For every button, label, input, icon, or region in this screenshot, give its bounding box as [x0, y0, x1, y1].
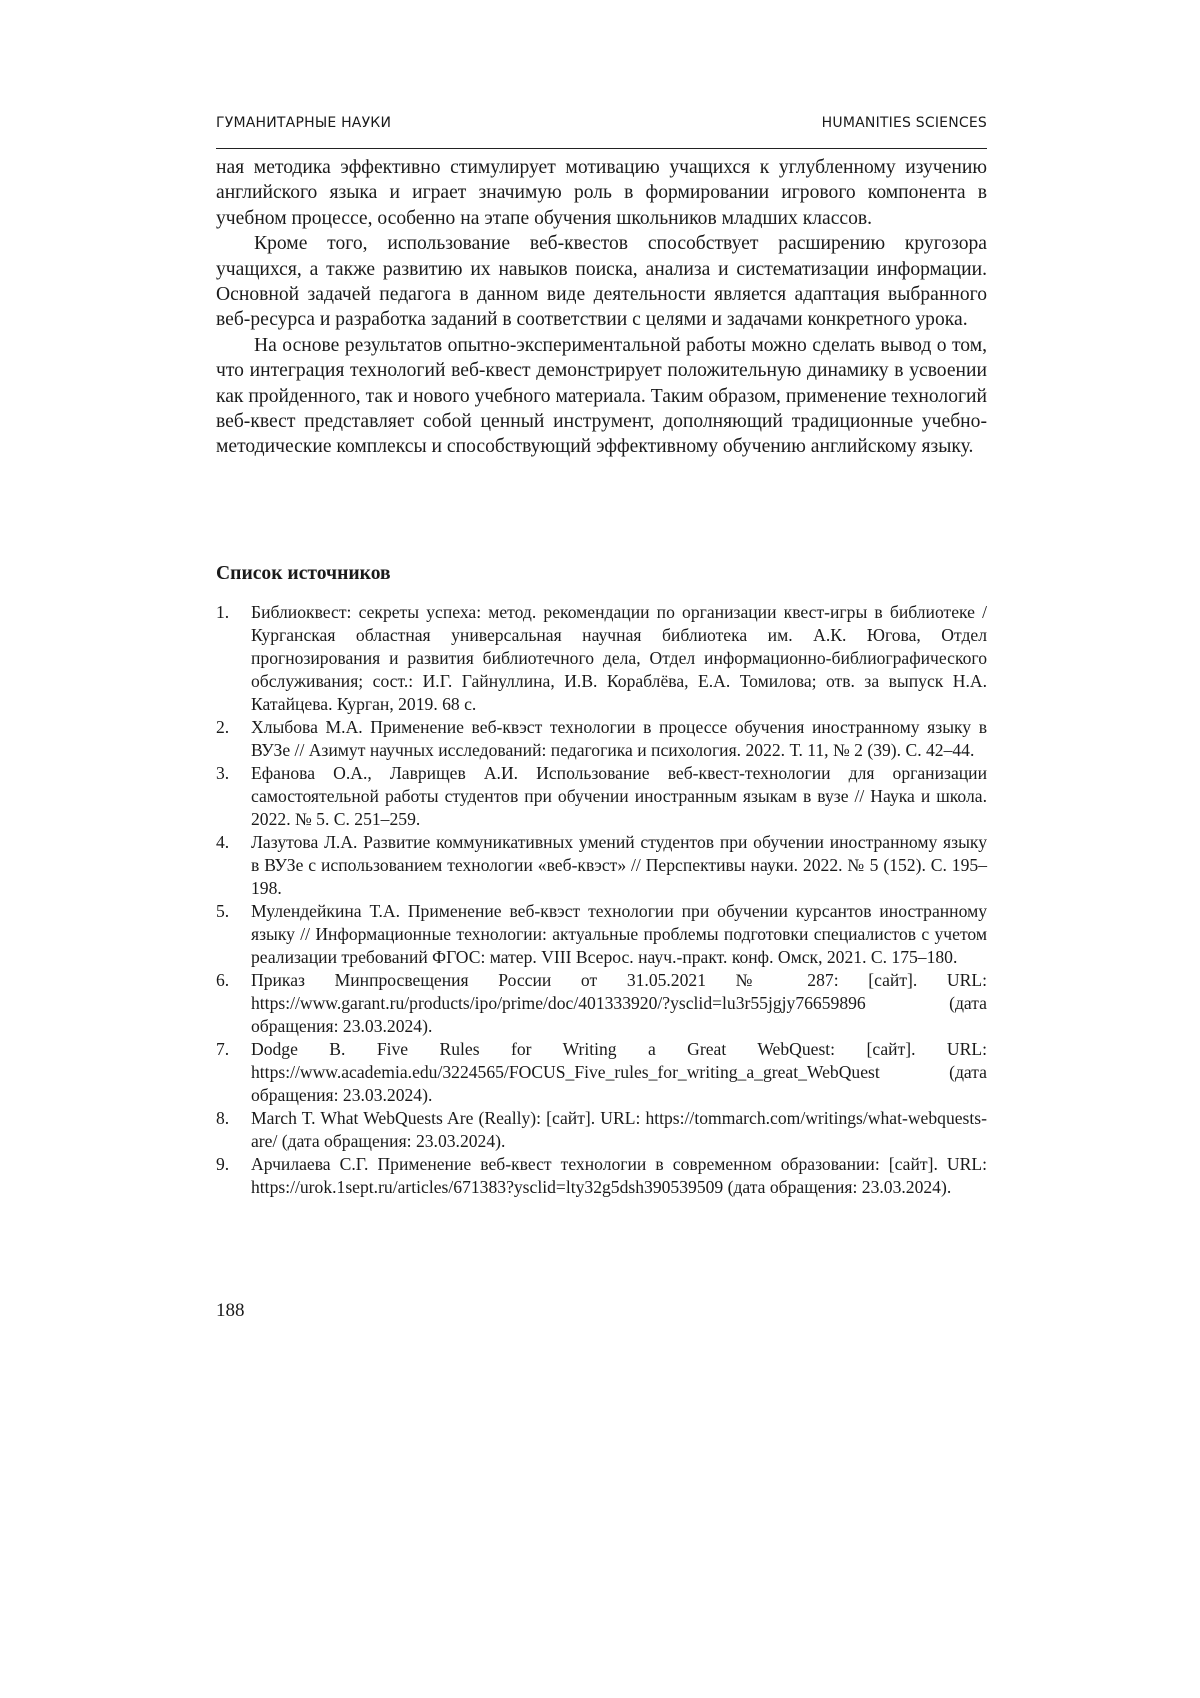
reference-number: 3. [216, 762, 229, 785]
reference-text: March T. What WebQuests Are (Really): [сайт]. URL: https://tommarch.com/writings/what-webquests-are/ (дата обращения: 23.03.2024). [251, 1107, 987, 1153]
reference-number: 1. [216, 601, 229, 624]
reference-text: Библиоквест: секреты успеха: метод. рекомендации по организации квест-игры в библиотеке / Курганская областная универсальная научная библиотека им. А.К. Югова, Отдел прогнозирования и развития библиотечного дела, Отдел информационно-библиографического обслуживания; сост.: И.Г. Гайнуллина, И.В. Кораблёва, Е.А. Томилова; отв. за выпуск Н.А. Катайцева. Курган, 2019. 68 с. [251, 601, 987, 716]
reference-number: 8. [216, 1107, 229, 1130]
body-paragraph: Кроме того, использование веб-квестов способствует расширению кругозора учащихся, а также развитию их навыков поиска, анализа и систематизации информации. Основной задачей педагога в данном виде деятельности является адаптация выбранного веб-ресурса и разработка заданий в соответствии с целями и задачами конкретного урока. [216, 231, 987, 333]
reference-item [216, 762, 987, 831]
reference-number: 4. [216, 831, 229, 854]
reference-item [216, 831, 987, 900]
references-list [216, 601, 987, 1199]
reference-item [216, 716, 987, 762]
body-paragraph: ная методика эффективно стимулирует мотивацию учащихся к углубленному изучению английского языка и играет значимую роль в формировании игрового компонента в учебном процессе, особенно на этапе обучения школьников младших классов. [216, 155, 987, 231]
document-page [0, 0, 1200, 1698]
reference-item [216, 969, 987, 1038]
reference-item [216, 1038, 987, 1107]
running-header [216, 115, 987, 143]
reference-item [216, 1153, 987, 1199]
reference-item [216, 1107, 987, 1153]
reference-number: 5. [216, 900, 229, 923]
body-paragraph: На основе результатов опытно-экспериментальной работы можно сделать вывод о том, что интеграция технологий веб-квест демонстрирует положительную динамику в усвоении как пройденного, так и нового учебного материала. Таким образом, применение технологий веб-квест представляет собой ценный инструмент, дополняющий традиционные учебно-методические комплексы и способствующий эффективному обучению английскому языку. [216, 333, 987, 460]
header-divider [216, 148, 987, 149]
reference-text: Хлыбова М.А. Применение веб-квэст технологии в процессе обучения иностранному языку в ВУЗе // Азимут научных исследований: педагогика и психология. 2022. Т. 11, № 2 (39). С. 42–44. [251, 716, 987, 762]
header-section-title: ГУМАНИТАРНЫЕ НАУКИ [216, 115, 391, 131]
reference-number: 7. [216, 1038, 229, 1061]
reference-item [216, 900, 987, 969]
header-section-title-en: HUMANITIES SCIENCES [822, 115, 987, 131]
reference-text: Приказ Минпросвещения России от 31.05.2021 № 287: [сайт]. URL: https://www.garant.ru/products/ipo/prime/doc/401333920/?ysclid=lu3r55jgjy76659896 (дата обращения: 23.03.2024). [251, 969, 987, 1038]
article-body [216, 155, 987, 460]
reference-text: Ефанова О.А., Лаврищев А.И. Использование веб-квест-технологии для организации самостоятельной работы студентов при обучении иностранным языкам в вузе // Наука и школа. 2022. № 5. С. 251–259. [251, 762, 987, 831]
reference-text: Лазутова Л.А. Развитие коммуникативных умений студентов при обучении иностранному языку в ВУЗе с использованием технологии «веб-квэст» // Перспективы науки. 2022. № 5 (152). С. 195–198. [251, 831, 987, 900]
reference-number: 6. [216, 969, 229, 992]
page-number: 188 [216, 1300, 245, 1322]
references-heading: Список источников [216, 563, 391, 585]
reference-text: Мулендейкина Т.А. Применение веб-квэст технологии при обучении курсантов иностранному языку // Информационные технологии: актуальные проблемы подготовки специалистов с учетом реализации требований ФГОС: матер. VIII Всерос. науч.-практ. конф. Омск, 2021. С. 175–180. [251, 900, 987, 969]
reference-number: 2. [216, 716, 229, 739]
reference-item [216, 601, 987, 716]
reference-number: 9. [216, 1153, 229, 1176]
reference-text: Dodge B. Five Rules for Writing a Great WebQuest: [сайт]. URL: https://www.academia.edu/3224565/FOCUS_Five_rules_for_writing_a_great_WebQuest (дата обращения: 23.03.2024). [251, 1038, 987, 1107]
reference-text: Арчилаева С.Г. Применение веб-квест технологии в современном образовании: [сайт]. URL: https://urok.1sept.ru/articles/671383?ysclid=lty32g5dsh390539509 (дата обращения: 23.03.2024). [251, 1153, 987, 1199]
